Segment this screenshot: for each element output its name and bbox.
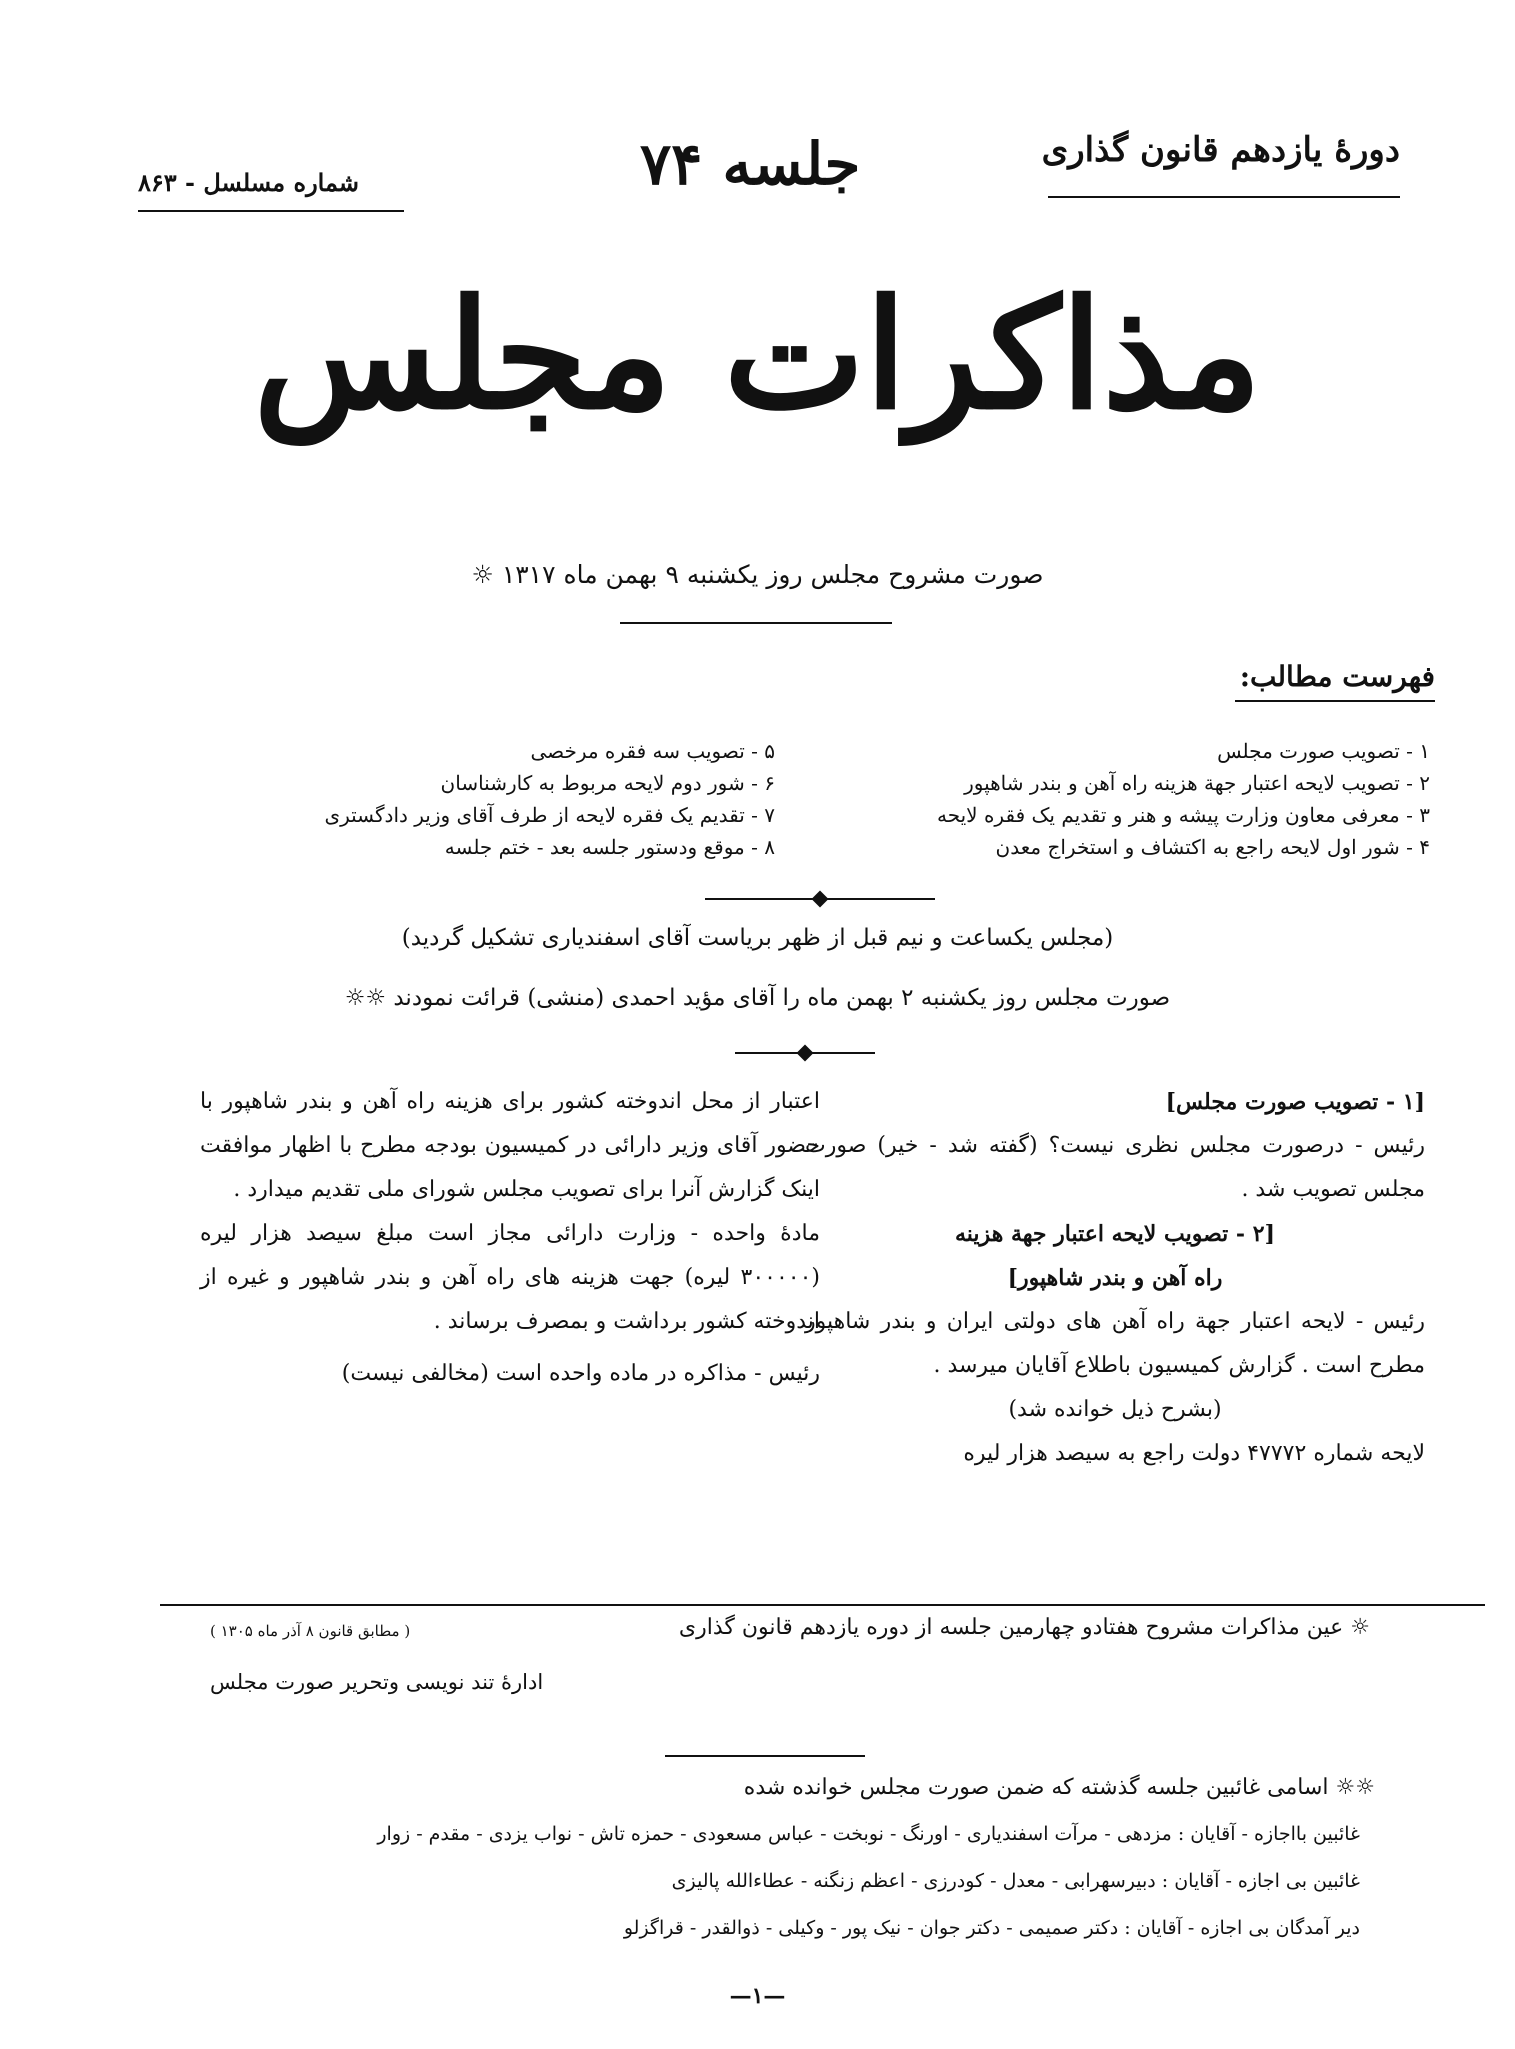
toc-item: ۸ - موقع ودستور جلسه بعد - ختم جلسه [444,835,775,859]
toc-item: ۳ - معرفی معاون وزارت پیشه و هنر و تقدیم یک فقره لایحه [936,803,1430,827]
divider-ornament [705,898,935,900]
late-without-leave: دیر آمدگان بی اجازه - آقایان : دکتر صمیمی - دکتر جوان - نیک پور - وکیلی - ذوالقدر - قراگزلو [623,1917,1360,1939]
legislative-period: دورهٔ یازدهم قانون گذاری [1041,130,1400,170]
toc-item: ۲ - تصویب لایحه اعتبار جهة هزینه راه آهن و بندر شاهپور [964,771,1430,795]
footnote-divider [160,1604,1485,1606]
masthead-title: مذاکرات مجلس [253,267,1262,443]
paragraph: لایحه شماره ۴۷۷۷۲ دولت راجع به سیصد هزار لیره [963,1441,1425,1466]
paragraph: رئیس - لایحه اعتبار جهة راه آهن های دولتی ایران و بندر شاهپور مطرح است . گزارش کمیسیون باطلاع آقایان میرسد . [805,1309,1425,1378]
footnote-divider-short [665,1755,865,1757]
section-heading: [۱ - تصویب صورت مجلس] [1165,1089,1425,1115]
toc-right-column [937,735,1430,863]
period-underline [1048,196,1400,198]
body-left-column [200,1080,820,1396]
toc-item: ۱ - تصویب صورت مجلس [1217,739,1430,763]
footnote-1: ☼ عین مذاکرات مشروح هفتادو چهارمین جلسه از دوره یازدهم قانون گذاری [678,1615,1370,1640]
minutes-read-note: صورت مجلس روز یکشنبه ۲ بهمن ماه را آقای مؤید احمدی (منشی) قرائت نمودند ☼☼ [344,985,1171,1011]
toc-item: ۴ - شور اول لایحه راجع به اکتشاف و استخراج معدن [995,835,1430,859]
section-heading: راه آهن و بندر شاهپور] [1007,1265,1223,1291]
toc-left-column [324,735,775,863]
section-heading: [۲ - تصویب لایحه اعتبار جهة هزینه [955,1221,1275,1247]
toc-item: ۵ - تصویب سه فقره مرخصی [530,739,775,763]
body-right-column [805,1080,1425,1476]
session-number: جلسه ۷۴ [640,130,861,198]
session-subtitle: صورت مشروح مجلس روز یکشنبه ۹ بهمن ماه ۱۳۱۷ ☼ [471,560,1044,589]
toc-item: ۷ - تقدیم یک فقره لایحه از طرف آقای وزیر دادگستری [324,803,775,827]
footnote-1-office: ادارهٔ تند نویسی وتحریر صورت مجلس [210,1670,544,1694]
subtitle-underline [620,622,892,624]
paragraph: (بشرح ذیل خوانده شد) [1008,1397,1222,1422]
serial-number: شماره مسلسل - ۸۶۳ [138,168,359,197]
serial-underline [138,210,404,212]
paragraph: رئیس - درصورت مجلس نظری نیست؟ (گفته شد - خیر) صورت مجلس تصویب شد . [805,1133,1425,1202]
footnote-2-heading: ☼☼ اسامی غائبین جلسه گذشته که ضمن صورت مجلس خوانده شده [743,1775,1375,1800]
page-number: —۱— [729,1983,786,2009]
divider-ornament [735,1052,875,1054]
opening-note: (مجلس یکساعت و نیم قبل از ظهر بریاست آقای اسفندیاری تشکیل گردید) [401,925,1114,951]
toc-title: فهرست مطالب: [1239,660,1435,693]
footnote-1-legal-note: ( مطابق قانون ۸ آذر ماه ۱۳۰۵ ) [210,1622,411,1640]
paragraph: مادهٔ واحده - وزارت دارائی مجاز است مبلغ سیصد هزار لیره (۳۰۰۰۰۰ لیره) جهت هزینه های راه آهن و بندر شاهپور و غیره از اندوخته کشور برداشت و بمصرف برساند . [200,1221,820,1334]
toc-item: ۶ - شور دوم لایحه مربوط به کارشناسان [440,771,775,795]
absent-without-leave: غائبین بی اجازه - آقایان : دبیرسهرابی - معدل - کودرزی - اعظم زنگنه - عطاءالله پالیزی [671,1870,1360,1892]
absent-with-leave: غائبین بااجازه - آقایان : مزدهی - مرآت اسفندیاری - اورنگ - نوبخت - عباس مسعودی - حمزه تاش - نواب یزدی - مقدم - زوار [377,1823,1360,1845]
paragraph: اعتبار از محل اندوخته کشور برای هزینه راه آهن و بندر شاهپور با حضور آقای وزیر دارائی در کمیسیون بودجه مطرح با اظهار موافقت اینک گزارش آنرا برای تصویب مجلس شورای ملی تقدیم میدارد . [200,1089,820,1202]
paragraph: رئیس - مذاکره در ماده واحده است (مخالفی نیست) [341,1361,820,1386]
toc-title-underline [1235,700,1435,702]
